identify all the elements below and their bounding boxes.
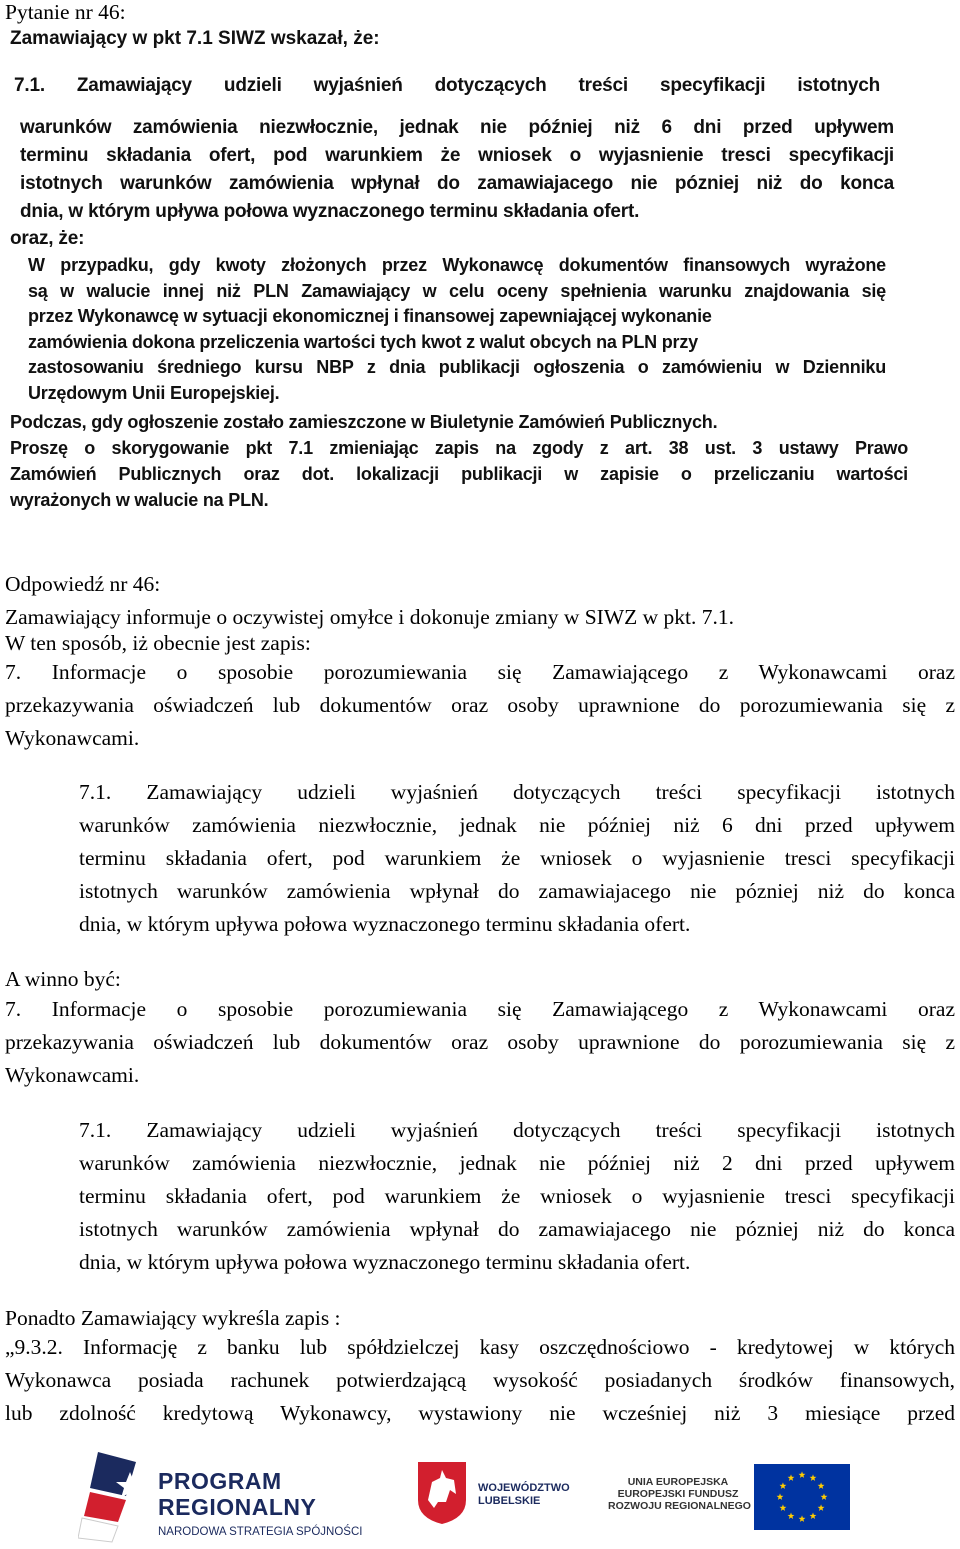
scan-line: Zamówień Publicznych oraz dot. lokalizacji publikacji w zapisie o przeliczaniu wartości <box>10 464 908 484</box>
scan-paragraph-2 <box>28 253 886 406</box>
text-line: terminu składania ofert, pod warunkiem że wniosek o wyjasnienie tresci specyfikacji <box>79 846 955 870</box>
scan-line: przez Wykonawcę w sytuacji ekonomicznej i finansowej zapewniającej wykonanie <box>28 306 712 326</box>
scan-intro: Zamawiający w pkt 7.1 SIWZ wskazał, że: <box>10 28 380 49</box>
scan-line: 7.1. Zamawiający udzieli wyjaśnień dotyczących treści specyfikacji istotnych <box>14 75 880 96</box>
logo-text-strategia: NARODOWA STRATEGIA SPÓJNOŚCI <box>158 1526 363 1538</box>
logo-text-efrr-1: EUROPEJSKI FUNDUSZ <box>617 1488 739 1500</box>
scan-paragraph-1 <box>14 72 880 99</box>
scan-line: zamówienia dokona przeliczenia wartości tych kwot z walut obcych na PLN przy <box>28 331 698 352</box>
wojewodztwo-lubelskie-logo <box>416 1460 576 1540</box>
paragraph-7-1-current <box>79 776 955 941</box>
logo-text-wojewodztwo: WOJEWÓDZTWO <box>478 1482 570 1494</box>
logo-text-lubelskie: LUBELSKIE <box>478 1495 541 1507</box>
logo-text-efrr-2: ROZWOJU REGIONALNEGO <box>608 1500 751 1512</box>
text-line: przekazywania oświadczeń lub dokumentów oraz osoby uprawnione do porozumiewania się z <box>5 693 955 717</box>
scan-line: warunków zamówienia niezwłocznie, jednak nie później niż 6 dni przed upływem <box>20 117 894 138</box>
eu-flag-icon <box>754 1464 850 1530</box>
scan-also: oraz, że: <box>10 228 85 249</box>
question-header: Pytanie nr 46: <box>5 0 126 24</box>
scan-paragraph-3 <box>10 409 908 513</box>
scan-line: W przypadku, gdy kwoty złożonych przez Wykonawcę dokumentów finansowych wyrażone <box>28 255 886 275</box>
text-line: Wykonawcami. <box>5 726 140 750</box>
coat-of-arms-icon <box>416 1460 468 1526</box>
text-line: 7.1. Zamawiający udzieli wyjaśnień dotyczących treści specyfikacji istotnych <box>79 1118 955 1142</box>
section-7-new <box>5 993 955 1092</box>
text-line: „9.3.2. Informację z banku lub spółdzielczej kasy oszczędnościowo - kredytowej w których <box>5 1335 955 1359</box>
scan-paragraph-1-cont <box>20 114 894 226</box>
text-line: 7. Informacje o sposobie porozumiewania się Zamawiającego z Wykonawcami oraz <box>5 660 955 684</box>
logo-text-program: PROGRAM <box>158 1468 282 1494</box>
scan-line: istotnych warunków zamówienia wpłynał do zamawiajacego nie pózniej niż do konca <box>20 173 894 194</box>
text-line: przekazywania oświadczeń lub dokumentów oraz osoby uprawnione do porozumiewania się z <box>5 1030 955 1054</box>
scan-line: dnia, w którym upływa połowa wyznaczonego terminu składania ofert. <box>20 201 640 222</box>
text-line: Wykonawcami. <box>5 1063 140 1087</box>
paragraph-7-1-new <box>79 1114 955 1279</box>
scan-line: zastosowaniu średniego kursu NBP z dnia publikacji ogłoszenia o zamówieniu w Dzienniku <box>28 357 886 377</box>
text-line: 7. Informacje o sposobie porozumiewania się Zamawiającego z Wykonawcami oraz <box>5 997 955 1021</box>
program-regionalny-logo <box>78 1448 378 1548</box>
text-line: 7.1. Zamawiający udzieli wyjaśnień dotyczących treści specyfikacji istotnych <box>79 780 955 804</box>
deleted-clause <box>5 1331 955 1430</box>
logo-text-ue: UNIA EUROPEJSKA <box>627 1476 729 1488</box>
should-be-label: A winno być: <box>5 967 121 991</box>
text-line: terminu składania ofert, pod warunkiem że wniosek o wyjasnienie tresci specyfikacji <box>79 1184 955 1208</box>
scan-line: są w walucie innej niż PLN Zamawiający w celu oceny spełnienia warunku znajdowania się <box>28 280 886 301</box>
text-line: lub zdolność kredytową Wykonawcy, wystawiony nie wcześniej niż 3 miesiące przed <box>5 1401 955 1425</box>
text-line: Wykonawca posiada rachunek potwierdzającą wysokość posiadanych środków finansowych, <box>5 1368 955 1392</box>
scan-line: terminu składania ofert, pod warunkiem że wniosek o wyjasnienie tresci specyfikacji <box>20 145 894 166</box>
scan-line: Proszę o skorygowanie pkt 7.1 zmieniając zapis na zgody z art. 38 ust. 3 ustawy Prawo <box>10 438 908 458</box>
text-line: istotnych warunków zamówienia wpłynał do zamawiajacego nie pózniej niż do konca <box>79 879 955 903</box>
flag-star-icon <box>78 1452 153 1544</box>
answer-line: W ten sposób, iż obecnie jest zapis: <box>5 631 311 655</box>
answer-line: Zamawiający informuje o oczywistej omyłce i dokonuje zmiany w SIWZ w pkt. 7.1. <box>5 605 735 629</box>
scan-line: Urzędowym Unii Europejskiej. <box>28 382 280 403</box>
section-7-current <box>5 656 955 755</box>
logo-text-regionalny: REGIONALNY <box>158 1494 317 1520</box>
scan-line: Podczas, gdy ogłoszenie zostało zamieszczone w Biuletynie Zamówień Publicznych. <box>10 412 718 432</box>
moreover-line: Ponadto Zamawiający wykreśla zapis : <box>5 1306 341 1330</box>
eu-fund-text <box>608 1476 751 1526</box>
answer-header: Odpowiedź nr 46: <box>5 572 161 596</box>
text-line: dnia, w którym upływa połowa wyznaczonego terminu składania ofert. <box>79 912 691 936</box>
scan-line: wyrażonych w walucie na PLN. <box>10 490 269 510</box>
footer-logos <box>0 1440 960 1549</box>
text-line: dnia, w którym upływa połowa wyznaczonego terminu składania ofert. <box>79 1250 691 1274</box>
text-line: istotnych warunków zamówienia wpłynał do zamawiajacego nie pózniej niż do konca <box>79 1217 955 1241</box>
text-line: warunków zamówienia niezwłocznie, jednak nie później niż 2 dni przed upływem <box>79 1151 955 1175</box>
text-line: warunków zamówienia niezwłocznie, jednak nie później niż 6 dni przed upływem <box>79 813 955 837</box>
